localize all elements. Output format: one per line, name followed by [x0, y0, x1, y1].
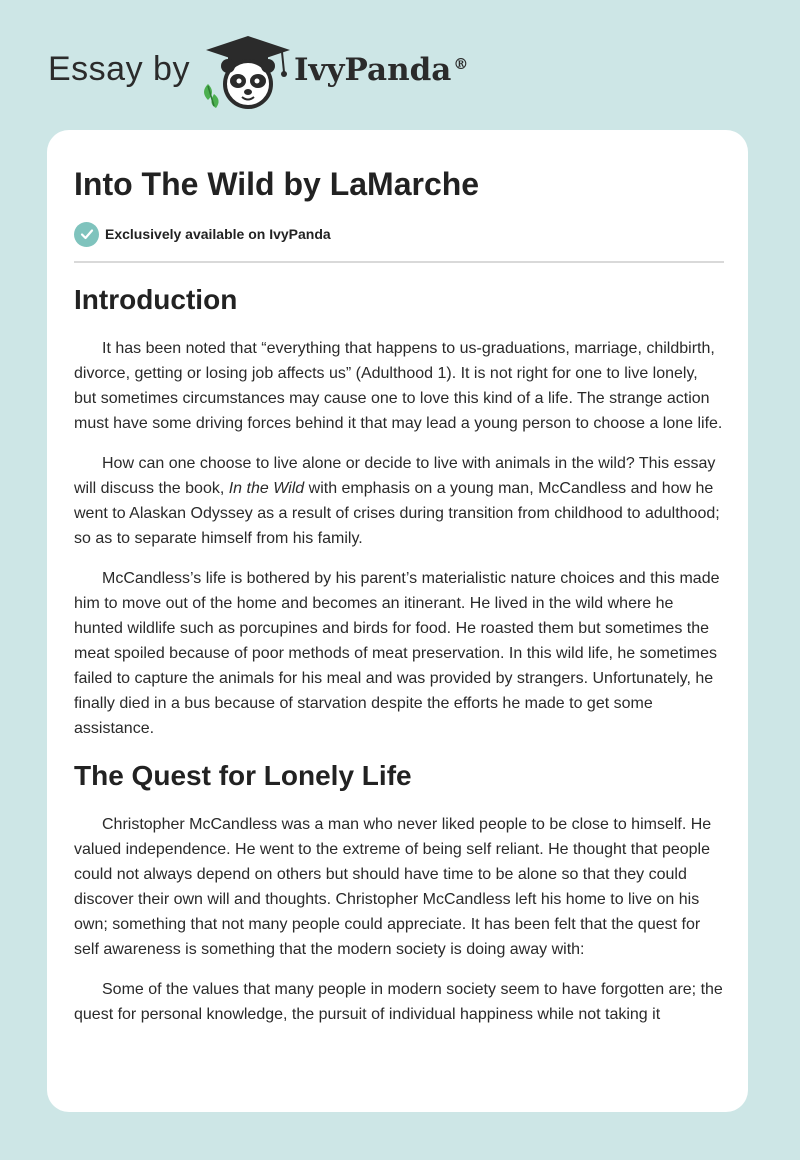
essay-title: Into The Wild by LaMarche [74, 166, 480, 202]
brand-prefix: Essay by [48, 50, 190, 88]
exclusive-badge [74, 221, 331, 247]
section-heading-quest: The Quest for Lonely Life [74, 760, 412, 791]
paragraph: How can one choose to live alone or decide to live with animals in the wild? This essay will discuss the book, In the Wild with emphasis on a young man, McCandless and how he went to Alaskan Odyssey as a result of crises during transition from childhood to adulthood; so as to separate himself from his family. [74, 455, 720, 547]
paragraph: Some of the values that many people in modern society seem to have forgotten are; the quest for personal knowledge, the pursuit of individual happiness while not taking it [74, 981, 723, 1023]
panda-logo-icon[interactable] [198, 34, 298, 110]
exclusive-label: Exclusively available on IvyPanda [105, 226, 331, 242]
section-heading-introduction: Introduction [74, 284, 238, 315]
paragraph: McCandless’s life is bothered by his parent’s materialistic nature choices and this made him to move out of the home and becomes an itinerant. He lived in the wild where he hunted wildlife such as porcupines and birds for food. He roasted them but sometimes the meat spoiled because of poor methods of meat preservation. In this wild life, he sometimes failed to capture the animals for his meal and was provided by strangers. Unfortunately, he finally died in a bus because of starvation despite the efforts he made to get some assistance. [74, 570, 720, 737]
site-header [0, 0, 800, 130]
brand-name[interactable]: IvyPanda ® [294, 52, 469, 88]
essay-body [74, 283, 724, 1042]
book-title: In the Wild [228, 480, 305, 497]
check-icon [74, 222, 99, 247]
paragraph: Christopher McCandless was a man who never liked people to be close to himself. He valued independence. He went to the extreme of being self reliant. He thought that people could not always depend on others but should have time to be alone so that they could discover their own will and thoughts. Christopher McCandless left his home to live on his own; something that not many people could appreciate. It has been felt that the quest for self awareness is something that the modern society is doing away with: [74, 816, 712, 958]
essay-card [47, 130, 748, 1112]
paragraph: It has been noted that “everything that happens to us-graduations, marriage, childbirth, divorce, getting or losing job affects us” (Adulthood 1). It is not right for one to live lonely, but sometimes circumstances may cause one to love this kind of a life. The strange action must have some driving forces behind it that may lead a young person to choose a lone life. [74, 340, 723, 432]
divider [74, 261, 724, 263]
